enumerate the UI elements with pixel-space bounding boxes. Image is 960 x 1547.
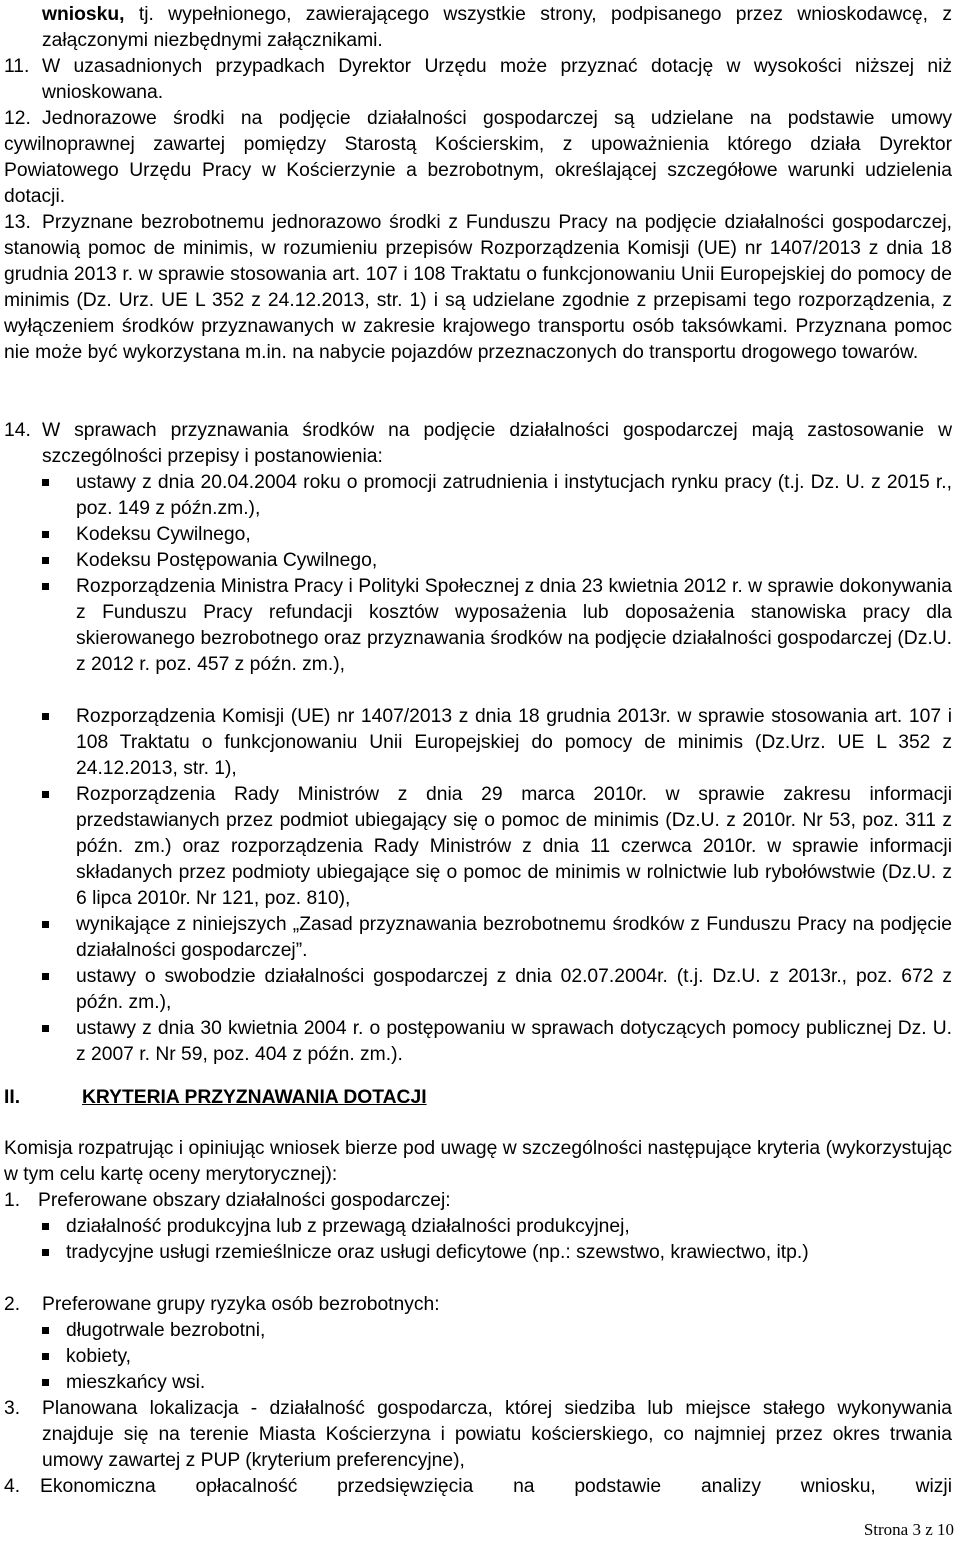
item-number: 12. [4, 108, 31, 129]
criterion-3 [4, 1396, 952, 1474]
bullet-text: tradycyjne usługi rzemieślnicze oraz usługi deficytowe (np.: szewstwo, krawiectwo, itp.) [66, 1242, 809, 1263]
criterion-number: 2. [4, 1294, 21, 1315]
criterion-1 [4, 1188, 952, 1214]
criterion-number: 4. [4, 1476, 21, 1497]
item-number: 13. [4, 212, 31, 233]
list-item-13 [4, 210, 952, 366]
square-bullet-icon [42, 583, 49, 590]
criterion-number: 1. [4, 1190, 21, 1211]
bullet-text: Rozporządzenia Rady Ministrów z dnia 29 marca 2010r. w sprawie zakresu informacji przedstawianych przez podmiot ubiegający się o pomoc de minimis (Dz.U. z 2010r. Nr 53, poz. 311 z późn. zm.) oraz rozporządzenia Rady Ministrów z dnia 11 czerwca 2010r. w sprawie informacji składanych przez podmioty ubiegające się o pomoc de minimis w rolnictwie lub rybołówstwie (Dz.U. z 6 lipca 2010r. Nr 121, poz. 810), [76, 784, 952, 909]
bullet-item [76, 522, 952, 548]
bullet-item [76, 1016, 952, 1068]
criterion-4 [4, 1474, 952, 1500]
item-text: Przyznane bezrobotnemu jednorazowo środki z Funduszu Pracy na podjęcie działalności gospodarczej, stanowią pomoc de minimis, w rozumieniu przepisów Rozporządzenia Komisji (UE) nr 1407/2013 z dnia 18 grudnia 2013 r. w sprawie stosowania art. 107 i 108 Traktatu o funkcjonowaniu Unii Europejskiej do pomocy de minimis (Dz. Urz. UE L 352 z 24.12.2013, str. 1) i są udzielane zgodnie z przepisami tego rozporządzenia, z wyłączeniem środków przyznawanych w zakresie krajowego transportu osób taksówkami. Przyznana pomoc nie może być wykorzystana m.in. na nabycie pojazdów przeznaczonych do transportu drogowego towarów. [4, 212, 952, 363]
list-item-12 [4, 106, 952, 210]
bullet-text: mieszkańcy wsi. [66, 1372, 206, 1393]
intro-paragraph: Komisja rozpatrując i opiniując wniosek bierze pod uwagę w szczególności następujące kryteria (wykorzystując w tym celu kartę oceny merytorycznej): [4, 1138, 952, 1185]
criterion-2 [4, 1292, 952, 1318]
criterion-text: Planowana lokalizacja - działalność gospodarcza, której siedziba lub miejsce stałego wykonywania znajduje się na terenie Miasta Kościerzyna i powiatu kościerskiego, co najmniej przez okres trwania umowy zawartej z PUP (kryterium preferencyjne), [42, 1398, 952, 1471]
item-text: W sprawach przyznawania środków na podjęcie działalności gospodarczej mają zastosowanie w szczególności przepisy i postanowienia: [42, 420, 952, 467]
bullet-text: wynikające z niniejszych „Zasad przyznawania bezrobotnemu środków z Funduszu Pracy na podjęcie działalności gospodarczej”. [76, 914, 952, 961]
criterion-number: 3. [4, 1398, 21, 1419]
square-bullet-icon [42, 921, 49, 928]
square-bullet-icon [42, 557, 49, 564]
item-number: 14. [4, 420, 31, 441]
bullet-item [66, 1240, 936, 1266]
bullet-item [76, 782, 952, 912]
square-bullet-icon [42, 713, 49, 720]
square-bullet-icon [42, 1379, 49, 1386]
bullet-item [76, 912, 952, 964]
bullet-text: ustawy z dnia 30 kwietnia 2004 r. o postępowaniu w sprawach dotyczących pomocy publicznej Dz. U. z 2007 r. Nr 59, poz. 404 z późn. zm.). [76, 1018, 952, 1065]
square-bullet-icon [42, 791, 49, 798]
bullet-text: ustawy z dnia 20.04.2004 roku o promocji zatrudnienia i instytucjach rynku pracy (t.j. Dz. U. z 2015 r., poz. 149 z późn.zm.), [76, 472, 952, 519]
bullet-text: Kodeksu Cywilnego, [76, 524, 251, 545]
bullet-item [66, 1318, 952, 1344]
item-text: W uzasadnionych przypadkach Dyrektor Urzędu może przyznać dotację w wysokości niższej niż wnioskowana. [42, 56, 952, 103]
square-bullet-icon [42, 1249, 49, 1256]
page-number: Strona 3 z 10 [863, 1520, 954, 1539]
bullet-text: długotrwale bezrobotni, [66, 1320, 266, 1341]
section-number: II. [4, 1087, 21, 1108]
bullet-item [76, 470, 952, 522]
square-bullet-icon [42, 531, 49, 538]
bullet-item [66, 1214, 952, 1240]
continuation-text: tj. wypełnionego, zawierającego wszystkie strony, podpisanego przez wnioskodawcę, z załączonymi niezbędnymi załącznikami. [42, 4, 952, 51]
section-title: KRYTERIA PRZYZNAWANIA DOTACJI [82, 1087, 427, 1108]
list-item-14 [4, 418, 952, 470]
criterion-text: Preferowane obszary działalności gospodarczej: [38, 1190, 451, 1211]
item-text: Jednorazowe środki na podjęcie działalności gospodarczej są udzielane na podstawie umowy cywilnoprawnej zawartej pomiędzy Starostą Kościerskim, z upoważnienia którego działa Dyrektor Powiatowego Urzędu Pracy w Kościerzynie a bezrobotnym, określającej szczegółowe warunki udzielenia dotacji. [4, 108, 952, 207]
bullet-item [66, 1370, 952, 1396]
continuation-bold: wniosku, [42, 4, 125, 25]
bullet-text: Kodeksu Postępowania Cywilnego, [76, 550, 378, 571]
square-bullet-icon [42, 1025, 49, 1032]
continuation-paragraph [42, 2, 952, 54]
square-bullet-icon [42, 479, 49, 486]
bullet-text: działalność produkcyjna lub z przewagą działalności produkcyjnej, [66, 1216, 630, 1237]
list-item-11 [4, 54, 952, 106]
bullet-text: Rozporządzenia Komisji (UE) nr 1407/2013 z dnia 18 grudnia 2013r. w sprawie stosowania art. 107 i 108 Traktatu o funkcjonowaniu Unii Europejskiej do pomocy de minimis (Dz.Urz. UE L 352 z 24.12.2013, str. 1), [76, 706, 952, 779]
bullet-text: kobiety, [66, 1346, 132, 1367]
bullet-item [76, 964, 952, 1016]
bullet-text: Rozporządzenia Ministra Pracy i Polityki Społecznej z dnia 23 kwietnia 2012 r. w sprawie dokonywania z Funduszu Pracy refundacji kosztów wyposażenia lub doposażenia stanowiska pracy dla skierowanego bezrobotnego oraz przyznawania środków na podjęcie działalności gospodarczej (Dz.U. z 2012 r. poz. 457 z późn. zm.), [76, 576, 952, 675]
bullet-item [66, 1344, 952, 1370]
square-bullet-icon [42, 973, 49, 980]
square-bullet-icon [42, 1223, 49, 1230]
bullet-item [76, 548, 952, 574]
criterion-text: Preferowane grupy ryzyka osób bezrobotnych: [42, 1294, 440, 1315]
bullet-item [76, 704, 952, 782]
square-bullet-icon [42, 1327, 49, 1334]
bullet-text: ustawy o swobodzie działalności gospodarczej z dnia 02.07.2004r. (t.j. Dz.U. z 2013r., poz. 672 z późn. zm.), [76, 966, 952, 1013]
criterion-text: Ekonomiczna opłacalność przedsięwzięcia na podstawie analizy wniosku, wizji [40, 1476, 952, 1497]
bullet-item [76, 574, 952, 678]
square-bullet-icon [42, 1353, 49, 1360]
item-number: 11. [4, 56, 30, 77]
